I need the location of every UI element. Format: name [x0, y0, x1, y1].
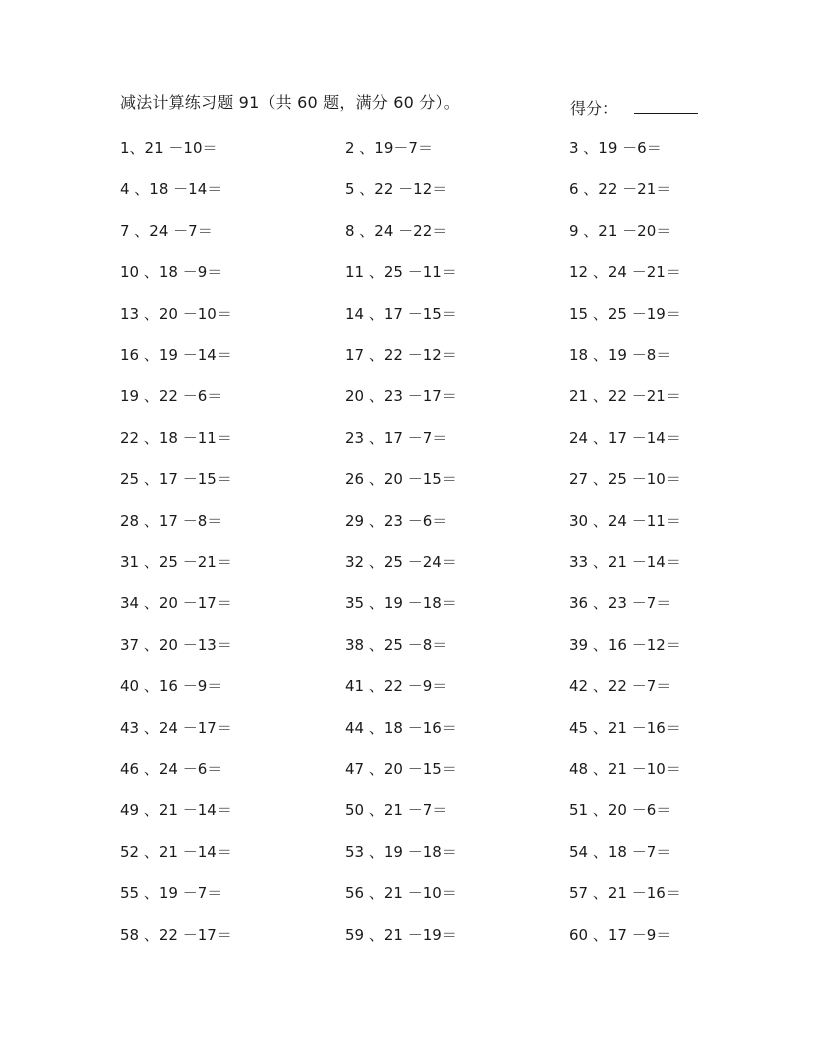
problem-item: 15 、25 －19＝	[569, 304, 681, 323]
problem-item: 1、21 －10＝	[120, 139, 218, 157]
problem-item: 31 、25 －21＝	[120, 553, 232, 571]
problem-item: 33 、21 －14＝	[569, 553, 681, 571]
problem-item: 10 、18 －9＝	[120, 263, 223, 282]
problem-item: 32 、25 －24＝	[345, 553, 457, 571]
problem-item: 8 、24 －22＝	[345, 221, 448, 240]
problem-item: 38 、25 －8＝	[345, 635, 448, 654]
problem-item: 47 、20 －15＝	[345, 760, 457, 778]
problem-item: 4 、18 －14＝	[120, 180, 223, 199]
problem-item: 41 、22 －9＝	[345, 677, 448, 696]
problem-item: 35 、19 －18＝	[345, 594, 457, 613]
problem-item: 23 、17 －7＝	[345, 428, 448, 447]
problem-item: 37 、20 －13＝	[120, 635, 232, 654]
problem-item: 50 、21 －7＝	[345, 801, 448, 820]
problem-item: 25 、17 －15＝	[120, 470, 232, 489]
problem-item: 21 、22 －21＝	[569, 387, 681, 406]
problem-item: 36 、23 －7＝	[569, 594, 672, 613]
problem-item: 49 、21 －14＝	[120, 801, 232, 820]
problem-item: 59 、21 －19＝	[345, 925, 457, 944]
problem-item: 9 、21 －20＝	[569, 221, 672, 240]
problem-item: 58 、22 －17＝	[120, 925, 232, 944]
problem-item: 20 、23 －17＝	[345, 387, 457, 406]
problem-item: 11 、25 －11＝	[345, 263, 457, 282]
problem-item: 26 、20 －15＝	[345, 470, 457, 489]
problem-item: 29 、23 －6＝	[345, 511, 448, 530]
problem-item: 14 、17 －15＝	[345, 304, 457, 323]
score-label: 得分：	[570, 99, 619, 118]
problem-item: 6 、22 －21＝	[569, 180, 672, 199]
problem-item: 44 、18 －16＝	[345, 718, 457, 737]
problem-item: 34 、20 －17＝	[120, 594, 232, 613]
problem-item: 54 、18 －7＝	[569, 842, 672, 861]
problem-item: 7 、24 －7＝	[120, 221, 213, 240]
problem-item: 12 、24 －21＝	[569, 263, 681, 282]
problem-item: 52 、21 －14＝	[120, 842, 232, 861]
problem-item: 60 、17 －9＝	[569, 925, 672, 944]
problem-item: 28 、17 －8＝	[120, 511, 223, 530]
problem-item: 13 、20 －10＝	[120, 304, 232, 323]
problem-item: 2 、19－7＝	[345, 139, 433, 157]
problem-item: 27 、25 －10＝	[569, 470, 681, 489]
problem-item: 53 、19 －18＝	[345, 842, 457, 861]
problem-item: 5 、22 －12＝	[345, 180, 448, 199]
problem-item: 43 、24 －17＝	[120, 718, 232, 737]
problem-item: 46 、24 －6＝	[120, 760, 223, 778]
problem-item: 18 、19 －8＝	[569, 346, 672, 364]
problem-item: 39 、16 －12＝	[569, 635, 681, 654]
problem-item: 24 、17 －14＝	[569, 428, 681, 447]
problem-item: 42 、22 －7＝	[569, 677, 672, 696]
problem-item: 30 、24 －11＝	[569, 511, 681, 530]
problem-item: 48 、21 －10＝	[569, 760, 681, 778]
worksheet-title: 减法计算练习题 91（共 60 题，满分 60 分）。	[120, 93, 460, 112]
problem-item: 56 、21 －10＝	[345, 884, 457, 903]
problem-item: 16 、19 －14＝	[120, 346, 232, 364]
problem-item: 51 、20 －6＝	[569, 801, 672, 820]
problem-item: 40 、16 －9＝	[120, 677, 223, 696]
problem-item: 22 、18 －11＝	[120, 428, 232, 447]
problem-item: 45 、21 －16＝	[569, 718, 681, 737]
problem-item: 17 、22 －12＝	[345, 346, 457, 364]
problem-item: 3 、19 －6＝	[569, 139, 662, 157]
problem-item: 57 、21 －16＝	[569, 884, 681, 903]
problem-item: 55 、19 －7＝	[120, 884, 223, 903]
problem-item: 19 、22 －6＝	[120, 387, 223, 406]
